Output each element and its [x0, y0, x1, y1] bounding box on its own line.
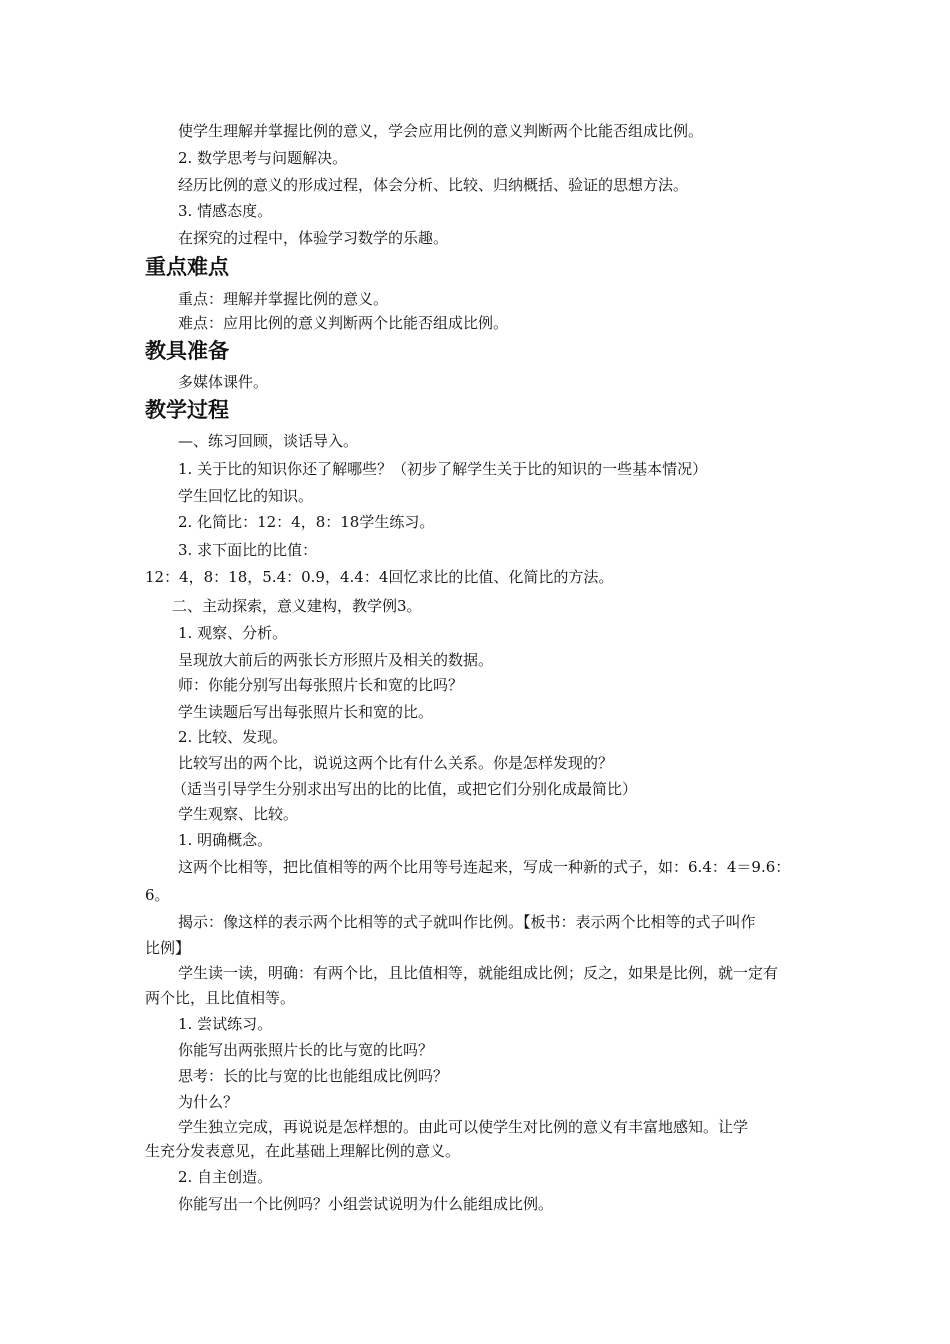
paragraph-read-line-2: 两个比，且比值相等。 — [145, 989, 296, 1007]
paragraph-item-3-heading: 3. 情感态度。 — [178, 202, 273, 220]
paragraph-materials: 多媒体课件。 — [178, 373, 269, 391]
paragraph-concept-1-line-2: 6。 — [145, 886, 170, 904]
paragraph-observe-1: 呈现放大前后的两张长方形照片及相关的数据。 — [178, 651, 494, 669]
paragraph-step-1-response: 学生回忆比的知识。 — [178, 487, 314, 505]
paragraph-read-line-1: 学生读一读，明确：有两个比，且比值相等，就能组成比例；反之，如果是比例，就一定有 — [178, 964, 779, 982]
paragraph-compare-2: 学生观察、比较。 — [178, 805, 299, 823]
paragraph-concept-1-line-1: 这两个比相等，把比值相等的两个比用等号连起来，写成一种新的式子，如：6.4：4＝9.6： — [178, 858, 791, 876]
section-heading-process: 教学过程 — [145, 398, 229, 422]
paragraph-key-point: 重点：理解并掌握比例的意义。 — [178, 290, 389, 308]
paragraph-independent-line-1: 学生独立完成，再说说是怎样想的。由此可以使学生对比例的意义有丰富地感知。让学 — [178, 1118, 749, 1136]
paragraph-observe-heading: 1. 观察、分析。 — [178, 624, 288, 642]
paragraph-step-3-ratios: 12：4，8：18，5.4：0.9，4.4：4回忆求比的比值、化简比的方法。 — [145, 568, 614, 586]
paragraph-independent-line-2: 生充分发表意见，在此基础上理解比例的意义。 — [145, 1142, 461, 1160]
paragraph-definition-line-2: 比例】 — [145, 939, 191, 957]
paragraph-step-2: 2. 化简比：12：4，8：18学生练习。 — [178, 513, 435, 531]
paragraph-observe-2: 师：你能分别写出每张照片长和宽的比吗？ — [178, 676, 464, 694]
paragraph-definition-line-1: 揭示：像这样的表示两个比相等的式子就叫作比例。【板书：表示两个比相等的式子叫作 — [178, 913, 756, 931]
paragraph-concept-heading: 1. 明确概念。 — [178, 831, 273, 849]
paragraph-part-1-heading: —、练习回顾，谈话导入。 — [178, 432, 359, 450]
paragraph-try-heading: 1. 尝试练习。 — [178, 1015, 273, 1033]
paragraph-difficulty: 难点：应用比例的意义判断两个比能否组成比例。 — [178, 314, 509, 332]
paragraph-try-2: 思考：长的比与宽的比也能组成比例吗？ — [178, 1067, 449, 1085]
paragraph-try-1: 你能写出两张照片长的比与宽的比吗？ — [178, 1041, 434, 1059]
section-heading-key-points: 重点难点 — [145, 255, 229, 279]
paragraph-objective-2: 经历比例的意义的形成过程，体会分析、比较、归纳概括、验证的思想方法。 — [178, 176, 689, 194]
section-heading-materials: 教具准备 — [145, 339, 229, 363]
paragraph-compare-1: 比较写出的两个比，说说这两个比有什么关系。你是怎样发现的？ — [178, 754, 614, 772]
paragraph-step-3: 3. 求下面比的比值： — [178, 541, 318, 559]
paragraph-try-3: 为什么？ — [178, 1093, 239, 1111]
paragraph-compare-heading: 2. 比较、发现。 — [178, 728, 288, 746]
paragraph-compare-note: （适当引导学生分别求出写出的比的比值，或把它们分别化成最简比） — [172, 780, 638, 798]
paragraph-observe-3: 学生读题后写出每张照片长和宽的比。 — [178, 703, 434, 721]
paragraph-part-2-heading: 二、主动探索，意义建构，教学例3。 — [172, 597, 422, 615]
paragraph-step-1: 1. 关于比的知识你还了解哪些？（初步了解学生关于比的知识的一些基本情况） — [178, 460, 708, 478]
paragraph-item-2-heading: 2. 数学思考与问题解决。 — [178, 149, 348, 167]
paragraph-create-1: 你能写出一个比例吗？小组尝试说明为什么能组成比例。 — [178, 1195, 554, 1213]
paragraph-create-heading: 2. 自主创造。 — [178, 1168, 273, 1186]
paragraph-objective-3: 在探究的过程中，体验学习数学的乐趣。 — [178, 229, 449, 247]
paragraph-objective-1: 使学生理解并掌握比例的意义，学会应用比例的意义判断两个比能否组成比例。 — [178, 122, 704, 140]
